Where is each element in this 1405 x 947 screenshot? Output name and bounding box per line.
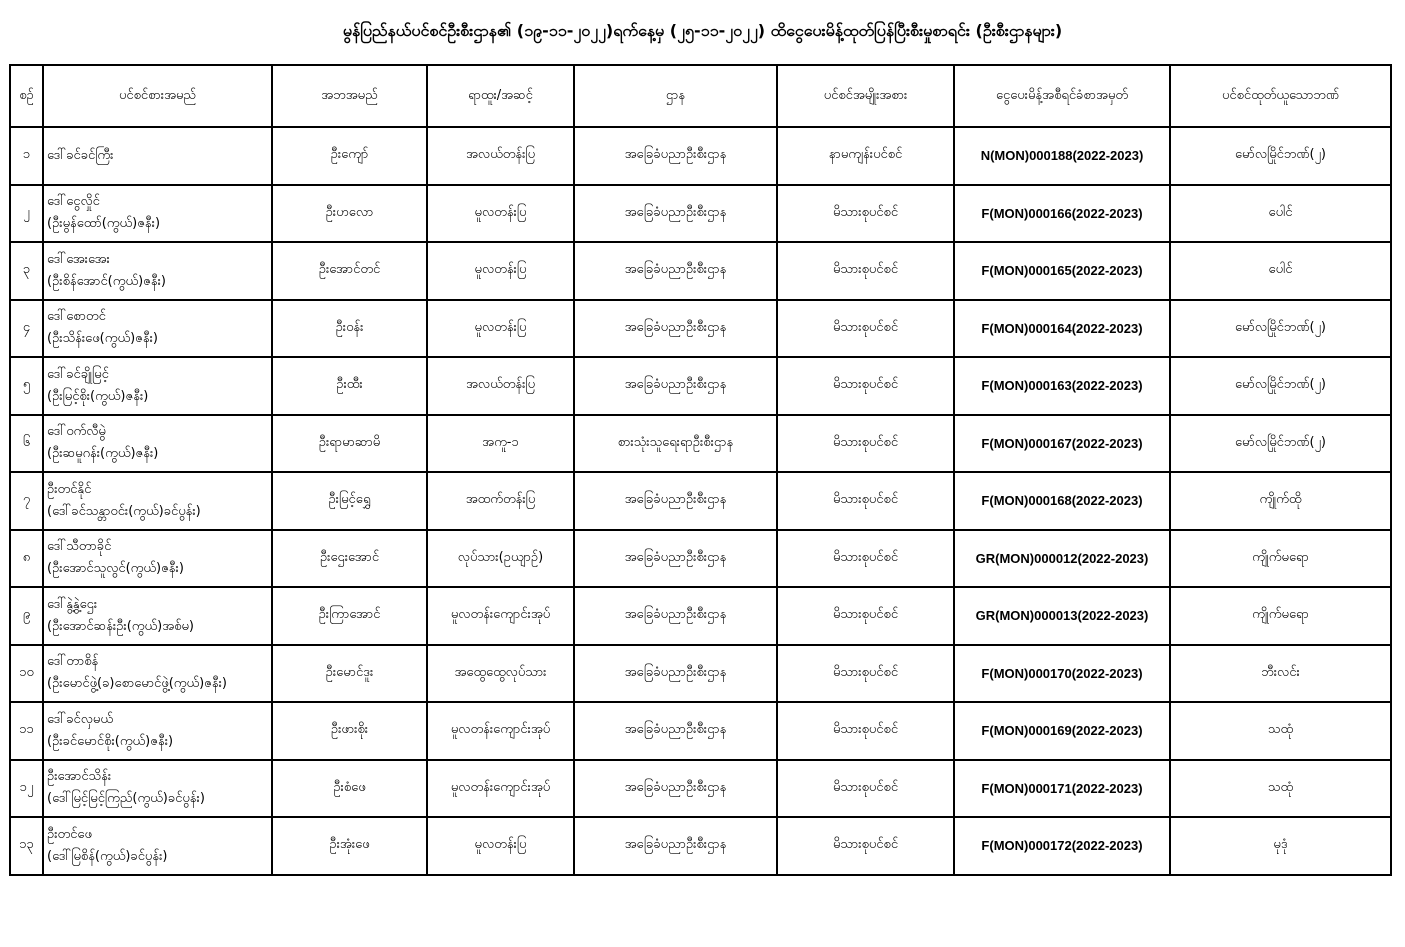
cell-name (43, 185, 272, 243)
cell-type: မိသားစုပင်စင် (777, 242, 954, 300)
pensioner-name: ဒေါ်နွဲ့နွဲ့ဌေး (47, 596, 98, 612)
col-header-type: ပင်စင်အမျိုးအစား (777, 65, 954, 127)
cell-code: F(MON)000166(2022-2023) (954, 185, 1170, 243)
cell-name (43, 415, 272, 473)
cell-rank: မူလတန်းပြ (427, 300, 574, 358)
cell-type: မိသားစုပင်စင် (777, 760, 954, 818)
pensioner-name: ဒေါ်စောတင် (47, 309, 106, 325)
cell-dept: အခြေခံပညာဦးစီးဌာန (574, 300, 777, 358)
cell-no: ၇ (10, 472, 43, 530)
cell-no: ၁၀ (10, 645, 43, 703)
table-row (10, 530, 1391, 588)
cell-bank: ဘီးလင်း (1170, 645, 1391, 703)
cell-name (43, 760, 272, 818)
cell-no: ၆ (10, 415, 43, 473)
cell-bank: မော်လမြိုင်ဘဏ်(၂) (1170, 357, 1391, 415)
cell-rank: အကူ-၁ (427, 415, 574, 473)
pensioner-relation: (ဦးအောင်ဆန်းဦး(ကွယ်)အစ်မ) (47, 618, 194, 634)
col-header-code: ငွေပေးမိန့်အစီရင်ခံစာအမှတ် (954, 65, 1170, 127)
cell-father: ဦးထီး (272, 357, 427, 415)
table-row (10, 300, 1391, 358)
cell-father: ဦးစံဖေ (272, 760, 427, 818)
cell-type: နာမကျန်းပင်စင် (777, 127, 954, 185)
cell-type: မိသားစုပင်စင် (777, 185, 954, 243)
table-row (10, 185, 1391, 243)
cell-bank: သထုံ (1170, 702, 1391, 760)
pensioner-name: ဒေါ်ခင်ချိုမြင့် (47, 366, 109, 382)
cell-code: N(MON)000188(2022-2023) (954, 127, 1170, 185)
cell-dept: အခြေခံပညာဦးစီးဌာန (574, 472, 777, 530)
cell-rank: အလယ်တန်းပြ (427, 357, 574, 415)
cell-rank: မူလတန်းပြ (427, 242, 574, 300)
cell-name (43, 587, 272, 645)
pensioner-relation: (ဒေါ်မြစိန်(ကွယ်)ခင်ပွန်း) (47, 848, 168, 864)
cell-no: ၅ (10, 357, 43, 415)
col-header-bank: ပင်စင်ထုတ်ယူသောဘဏ် (1170, 65, 1391, 127)
cell-father: ဦးဌေးအောင် (272, 530, 427, 588)
cell-father: ဦးကြာအောင် (272, 587, 427, 645)
table-row (10, 127, 1391, 185)
cell-code: F(MON)000169(2022-2023) (954, 702, 1170, 760)
col-header-name: ပင်စင်စားအမည် (43, 65, 272, 127)
cell-bank: သထုံ (1170, 760, 1391, 818)
cell-code: F(MON)000164(2022-2023) (954, 300, 1170, 358)
table-row (10, 645, 1391, 703)
cell-father: ဦးမြင့်ရွှေ (272, 472, 427, 530)
pensioner-relation: (ဦးမောင်ဖွဲ့(ခ)စောမောင်ဖွဲ့(ကွယ်)ဇနီး) (47, 676, 228, 692)
cell-name (43, 472, 272, 530)
cell-type: မိသားစုပင်စင် (777, 472, 954, 530)
cell-bank: ပေါင် (1170, 242, 1391, 300)
cell-rank: မူလတန်းကျောင်းအုပ် (427, 702, 574, 760)
cell-rank: လုပ်သား(ဥယျာဉ်) (427, 530, 574, 588)
cell-name (43, 300, 272, 358)
cell-code: GR(MON)000013(2022-2023) (954, 587, 1170, 645)
pensioner-relation: (ဦးမြင့်စိုး(ကွယ်)ဇနီး) (47, 388, 149, 404)
cell-father: ဦးဟလော (272, 185, 427, 243)
pensioner-relation: (ဦးမွန်ထော်(ကွယ်)ဇနီး) (47, 216, 161, 232)
cell-name (43, 530, 272, 588)
cell-no: ၁၁ (10, 702, 43, 760)
cell-dept: အခြေခံပညာဦးစီးဌာန (574, 185, 777, 243)
cell-dept: အခြေခံပညာဦးစီးဌာန (574, 587, 777, 645)
cell-code: GR(MON)000012(2022-2023) (954, 530, 1170, 588)
cell-rank: အထွေထွေလုပ်သား (427, 645, 574, 703)
cell-code: F(MON)000165(2022-2023) (954, 242, 1170, 300)
table-body (10, 127, 1391, 875)
cell-code: F(MON)000168(2022-2023) (954, 472, 1170, 530)
table-row (10, 702, 1391, 760)
cell-father: ဦးရာမာဆာမိ (272, 415, 427, 473)
cell-dept: အခြေခံပညာဦးစီးဌာန (574, 817, 777, 875)
pensioner-name: ဒေါ်သီတာခိုင် (47, 539, 112, 555)
cell-type: မိသားစုပင်စင် (777, 587, 954, 645)
cell-dept: စားသုံးသူရေးရာဦးစီးဌာန (574, 415, 777, 473)
cell-code: F(MON)000172(2022-2023) (954, 817, 1170, 875)
cell-type: မိသားစုပင်စင် (777, 702, 954, 760)
cell-rank: မူလတန်းပြ (427, 817, 574, 875)
cell-bank: မော်လမြိုင်ဘဏ်(၂) (1170, 300, 1391, 358)
cell-father: ဦးကျော် (272, 127, 427, 185)
cell-bank: မော်လမြိုင်ဘဏ်(၂) (1170, 127, 1391, 185)
col-header-father: အဘအမည် (272, 65, 427, 127)
cell-no: ၉ (10, 587, 43, 645)
cell-dept: အခြေခံပညာဦးစီးဌာန (574, 242, 777, 300)
cell-no: ၁ (10, 127, 43, 185)
pensioner-name: ဒေါ်ခင်ခင်ကြီး (47, 147, 114, 163)
cell-name (43, 645, 272, 703)
pensioner-relation: (ဦးခင်မောင်စိုး(ကွယ်)ဇနီး) (47, 733, 174, 749)
pension-table (9, 64, 1392, 876)
cell-bank: ပေါင် (1170, 185, 1391, 243)
pensioner-name: ဦးတင်နိုင် (47, 481, 92, 497)
cell-rank: မူလတန်းကျောင်းအုပ် (427, 587, 574, 645)
cell-rank: အလယ်တန်းပြ (427, 127, 574, 185)
cell-dept: အခြေခံပညာဦးစီးဌာန (574, 760, 777, 818)
table-row (10, 760, 1391, 818)
header-row (10, 65, 1391, 127)
cell-dept: အခြေခံပညာဦးစီးဌာန (574, 127, 777, 185)
cell-code: F(MON)000167(2022-2023) (954, 415, 1170, 473)
cell-dept: အခြေခံပညာဦးစီးဌာန (574, 702, 777, 760)
cell-father: ဦးမောင်ဒူး (272, 645, 427, 703)
cell-name (43, 127, 272, 185)
pensioner-relation: (ဦးအောင်သူလွင်(ကွယ်)ဇနီး) (47, 561, 184, 577)
pensioner-relation: (ဦးစိန်အောင်(ကွယ်)ဇနီး) (47, 273, 166, 289)
pensioner-relation: (ဒေါ်မြင့်မြင့်ကြည်(ကွယ်)ခင်ပွန်း) (47, 791, 205, 807)
cell-father: ဦးအုံးဖေ (272, 817, 427, 875)
cell-no: ၂ (10, 185, 43, 243)
cell-name (43, 242, 272, 300)
pensioner-relation: (ဦးဆမူဂန်း(ကွယ်)ဇနီး) (47, 446, 159, 462)
col-header-no: စဉ် (10, 65, 43, 127)
cell-type: မိသားစုပင်စင် (777, 415, 954, 473)
cell-type: မိသားစုပင်စင် (777, 300, 954, 358)
pensioner-name: ဒေါ်အေးအေး (47, 251, 110, 267)
cell-rank: အထက်တန်းပြ (427, 472, 574, 530)
table-row (10, 242, 1391, 300)
pensioner-name: ဦးတင်ဖေ (47, 826, 92, 842)
cell-type: မိသားစုပင်စင် (777, 357, 954, 415)
cell-rank: မူလတန်းပြ (427, 185, 574, 243)
cell-dept: အခြေခံပညာဦးစီးဌာန (574, 530, 777, 588)
table-row (10, 817, 1391, 875)
cell-name (43, 702, 272, 760)
table-row (10, 472, 1391, 530)
pensioner-name: ဒေါ်ငွေလှိုင် (47, 194, 100, 210)
cell-dept: အခြေခံပညာဦးစီးဌာန (574, 645, 777, 703)
cell-type: မိသားစုပင်စင် (777, 530, 954, 588)
cell-type: မိသားစုပင်စင် (777, 817, 954, 875)
table-row (10, 587, 1391, 645)
cell-rank: မူလတန်းကျောင်းအုပ် (427, 760, 574, 818)
pensioner-relation: (ဒေါ်ခင်သန္တာဝင်း(ကွယ်)ခင်ပွန်း) (47, 503, 201, 519)
cell-no: ၃ (10, 242, 43, 300)
cell-code: F(MON)000163(2022-2023) (954, 357, 1170, 415)
cell-bank: ကျိုက်မရော (1170, 587, 1391, 645)
pensioner-name: ဦးအောင်သိန်း (47, 769, 112, 785)
cell-father: ဦးအောင်တင် (272, 242, 427, 300)
table-row (10, 415, 1391, 473)
cell-no: ၁၃ (10, 817, 43, 875)
pensioner-name: ဒေါ်တာစိန် (47, 654, 99, 670)
cell-bank: ကျိုက်မရော (1170, 530, 1391, 588)
cell-name (43, 357, 272, 415)
cell-father: ဦးဝန်း (272, 300, 427, 358)
table-row (10, 357, 1391, 415)
cell-no: ၄ (10, 300, 43, 358)
pensioner-name: ဒေါ်ခင်လှမယ် (47, 711, 113, 727)
cell-father: ဦးဖားစိုး (272, 702, 427, 760)
pensioner-name: ဒေါ်ဝက်လီမွဲ (47, 424, 106, 440)
cell-type: မိသားစုပင်စင် (777, 645, 954, 703)
cell-bank: မော်လမြိုင်ဘဏ်(၂) (1170, 415, 1391, 473)
cell-dept: အခြေခံပညာဦးစီးဌာန (574, 357, 777, 415)
col-header-rank: ရာထူး/အဆင့် (427, 65, 574, 127)
page-title: မွန်ပြည်နယ်ပင်စင်ဦးစီးဌာန၏ (၁၉-၁၁-၂၀၂၂)ရက်နေ့မှ (၂၅-၁၁-၂၀၂၂) ထိငွေပေးမိန့်ထုတ်ပြန်ပြီးစီးမှုစာရင်း (ဦးစီးဌာနများ) (342, 21, 1063, 40)
cell-bank: မုဒုံ (1170, 817, 1391, 875)
cell-no: ၈ (10, 530, 43, 588)
cell-bank: ကျိုက်ထို (1170, 472, 1391, 530)
cell-no: ၁၂ (10, 760, 43, 818)
cell-code: F(MON)000170(2022-2023) (954, 645, 1170, 703)
cell-code: F(MON)000171(2022-2023) (954, 760, 1170, 818)
pensioner-relation: (ဦးသိန်းဖေ(ကွယ်)ဇနီး) (47, 331, 158, 347)
cell-name (43, 817, 272, 875)
col-header-dept: ဌာန (574, 65, 777, 127)
